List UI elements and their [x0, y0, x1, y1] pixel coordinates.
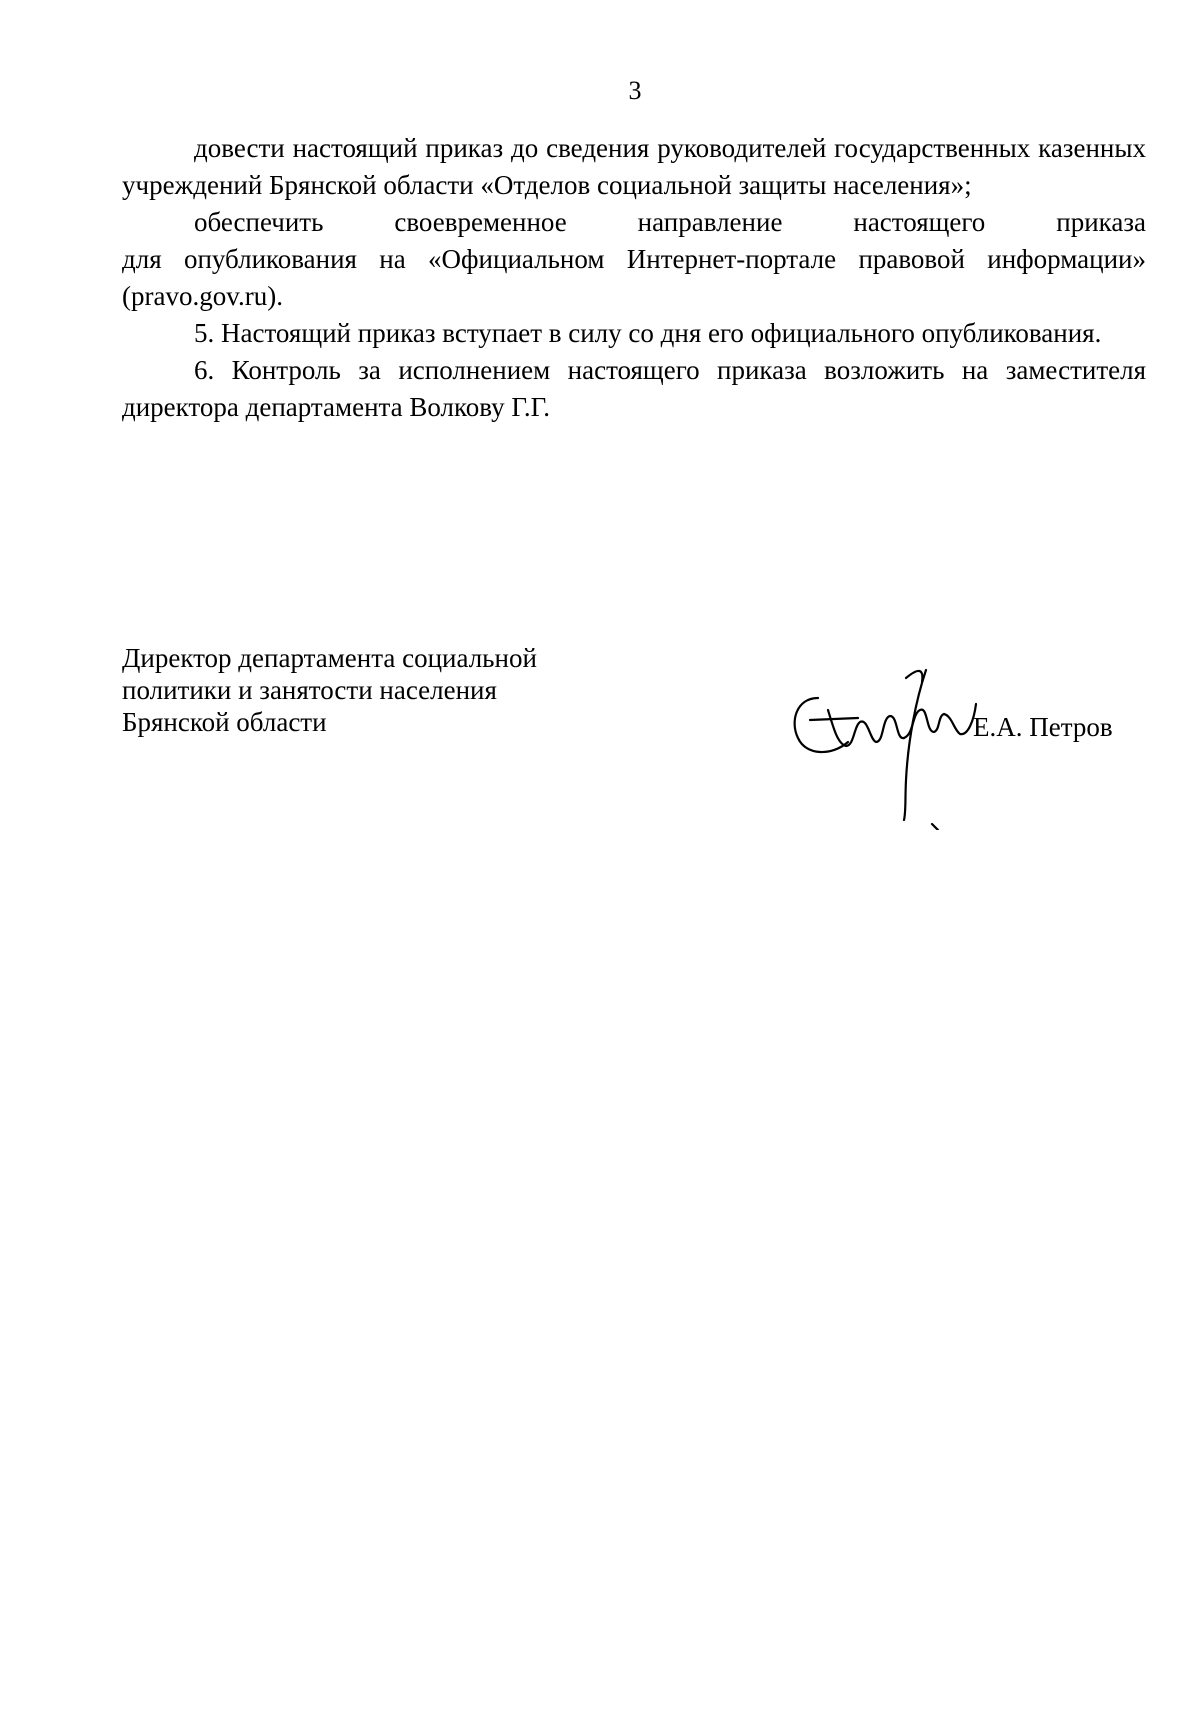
signatory-position-line: Директор департамента социальной [122, 643, 537, 673]
paragraph-ensure-publication: обеспечить своевременное направление настоящего приказа [194, 207, 1146, 237]
signatory-position [122, 642, 537, 738]
handwritten-signature [788, 660, 978, 830]
signatory-name: Е.А. Петров [973, 712, 1113, 742]
paragraph-publication-portal: для опубликования на «Официальном Интернет-портале правовой информации» (pravo.gov.ru). [122, 244, 1146, 311]
signatory-position-line: Брянской области [122, 707, 327, 737]
document-body [122, 130, 1146, 426]
paragraph-effective-date: 5. Настоящий приказ вступает в силу со дня его официального опубликования. [194, 318, 1102, 348]
paragraph-inform-heads: довести настоящий приказ до сведения руководителей государственных казенных учреждений Брянской области «Отделов социальной защиты населения»; [122, 133, 1146, 200]
paragraph-control: 6. Контроль за исполнением настоящего приказа возложить на заместителя директора департамента Волкову Г.Г. [122, 355, 1146, 422]
page-number: 3 [628, 76, 642, 105]
signatory-position-line: политики и занятости населения [122, 675, 497, 705]
